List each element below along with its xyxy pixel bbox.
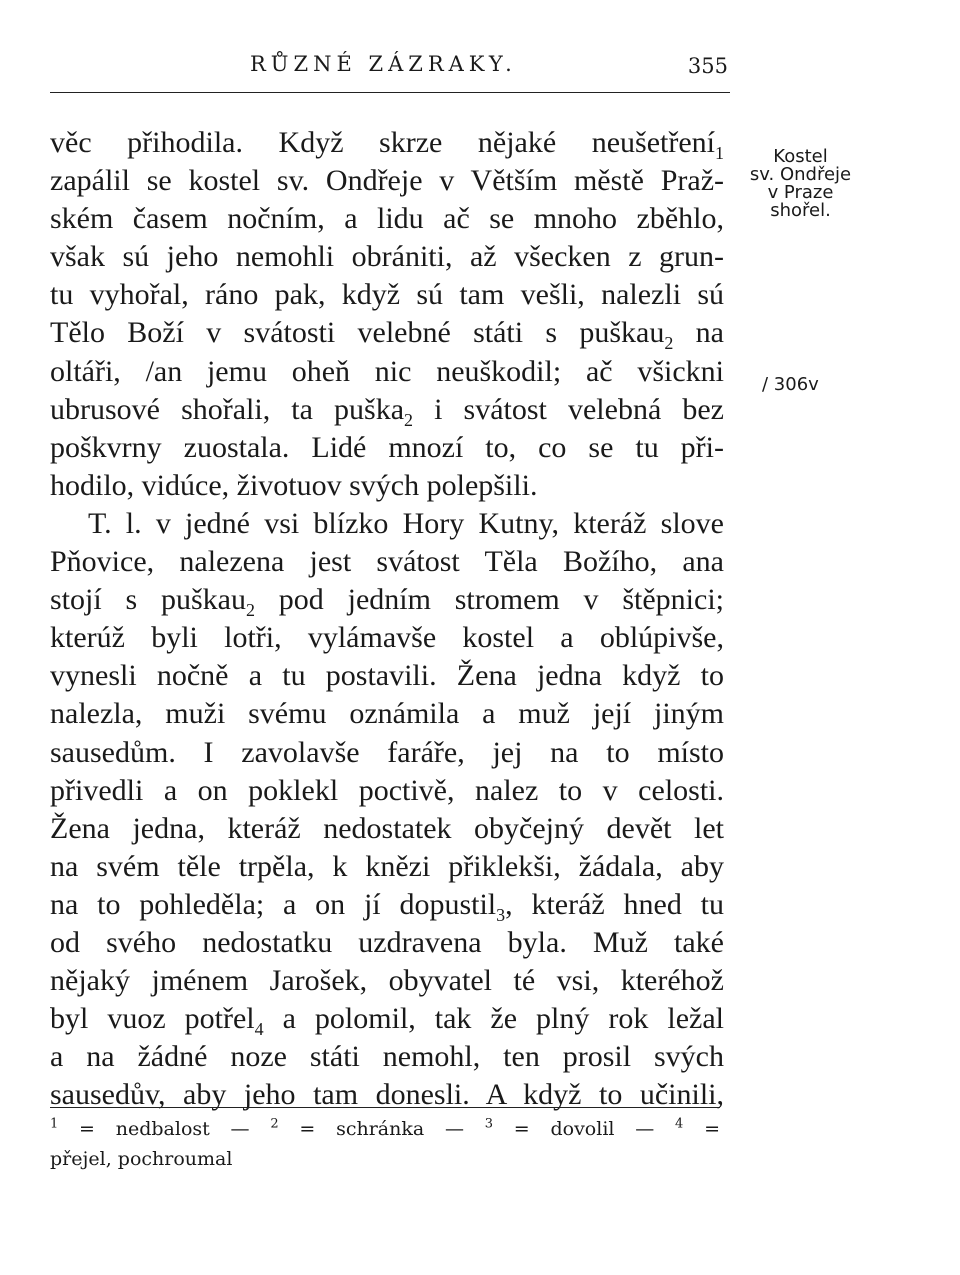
text-line: ubrusové shořali, ta puška$_2$ i svátost velebná bez bbox=[50, 392, 724, 430]
margin-note bbox=[738, 148, 863, 220]
text-line: nalezla, muži svému oznámila a muž její jiným bbox=[50, 697, 724, 731]
folio-mark: / 306v bbox=[762, 374, 819, 395]
footnote-number: 4 bbox=[675, 1116, 684, 1132]
text-line: sausedův, aby jeho tam donesli. A když to učinili, bbox=[50, 1078, 724, 1112]
text-line: tu vyhořal, ráno pak, když sú tam vešli, nalezli sú bbox=[50, 278, 724, 312]
text-line: zapálil se kostel sv. Ondřeje v Větším městě Praž- bbox=[50, 164, 724, 198]
text-line: kterúž byli lotři, vylámavše kostel a oblúpivše, bbox=[50, 621, 724, 655]
margin-note-line: Kostel bbox=[773, 146, 828, 167]
margin-note-line: v Praze bbox=[767, 182, 834, 203]
footnote-ref: 1 bbox=[715, 143, 724, 163]
text-line: nějaký jménem Jarošek, obyvatel té vsi, kteréhož bbox=[50, 964, 724, 998]
footnote-ref: 3 bbox=[496, 904, 506, 925]
footnote-divider bbox=[50, 1107, 720, 1108]
text-line: vynesli nočně a tu postavili. Žena jedna když to bbox=[50, 659, 724, 693]
text-line: stojí s puškau$_2$ pod jedním stromem v štěpnici; bbox=[50, 583, 724, 621]
footnote-number: 1 bbox=[50, 1116, 59, 1132]
footnote-number: 3 bbox=[484, 1116, 494, 1132]
text-line: hodilo, vidúce, životuov svých polepšili. bbox=[50, 468, 538, 502]
footnote-number: 2 bbox=[270, 1116, 279, 1132]
margin-note-line: shořel. bbox=[770, 200, 831, 221]
footnote-ref: 2 bbox=[664, 333, 674, 354]
text-line: T. l. v jedné vsi blízko Hory Kutny, kteráž slove bbox=[88, 506, 724, 540]
footnote-line: $^1$ = nedbalost — $^2$ = schránka — $^3$ = dovolil — $^4$ = bbox=[50, 1116, 721, 1140]
text-line: od svého nedostatku uzdravena byla. Muž také bbox=[50, 925, 724, 959]
text-line: na to pohleděla; a on jí dopustil$_3$, kteráž hned tu bbox=[50, 887, 724, 925]
footnote-line: přejel, pochroumal bbox=[50, 1148, 233, 1170]
text-line: přivedli a on poklekl poctivě, nalez to v celosti. bbox=[50, 773, 724, 807]
text-line: oltáři, /an jemu oheň nic neuškodil; ač všickni bbox=[50, 354, 724, 388]
footnote-ref: 4 bbox=[254, 1019, 264, 1040]
text-line: poškvrny zuostala. Lidé mnozí to, co se tu při- bbox=[50, 430, 724, 464]
text-line: ském časem nočním, a lidu ač se mnoho zběhlo, bbox=[50, 202, 724, 236]
page-number: 355 bbox=[687, 54, 728, 78]
footnotes bbox=[50, 1114, 720, 1174]
text-line: na svém těle trpěla, k knězi přiklekši, žádala, aby bbox=[50, 849, 724, 883]
text-line: Pňovice, nalezena jest svátost Těla Božího, ana bbox=[50, 545, 724, 579]
footnote-ref: 2 bbox=[404, 409, 414, 430]
running-header bbox=[50, 52, 730, 93]
text-line: věc přihodila. Když skrze nějaké neušetření$_1$ bbox=[50, 126, 724, 163]
footnote-ref: 2 bbox=[245, 600, 255, 621]
text-line: sausedům. I zavolavše faráře, jej na to místo bbox=[50, 735, 724, 769]
text-line: a na žádné noze státi nemohl, ten prosil svých bbox=[50, 1040, 724, 1074]
text-line: Tělo Boží v svátosti velebné státi s puškau$_2$ na bbox=[50, 316, 724, 354]
text-line: však sú jeho nemohli obrániti, až všecken z grun- bbox=[50, 240, 724, 274]
body-text bbox=[50, 124, 724, 1114]
running-title: RŮZNÉ ZÁZRAKY. bbox=[250, 52, 517, 76]
text-line: byl vuoz potřel$_4$ a polomil, tak že plný rok ležal bbox=[50, 1002, 724, 1040]
margin-note-line: sv. Ondřeje bbox=[749, 164, 852, 185]
text-line: Žena jedna, kteráž nedostatek obyčejný devět let bbox=[50, 811, 724, 845]
